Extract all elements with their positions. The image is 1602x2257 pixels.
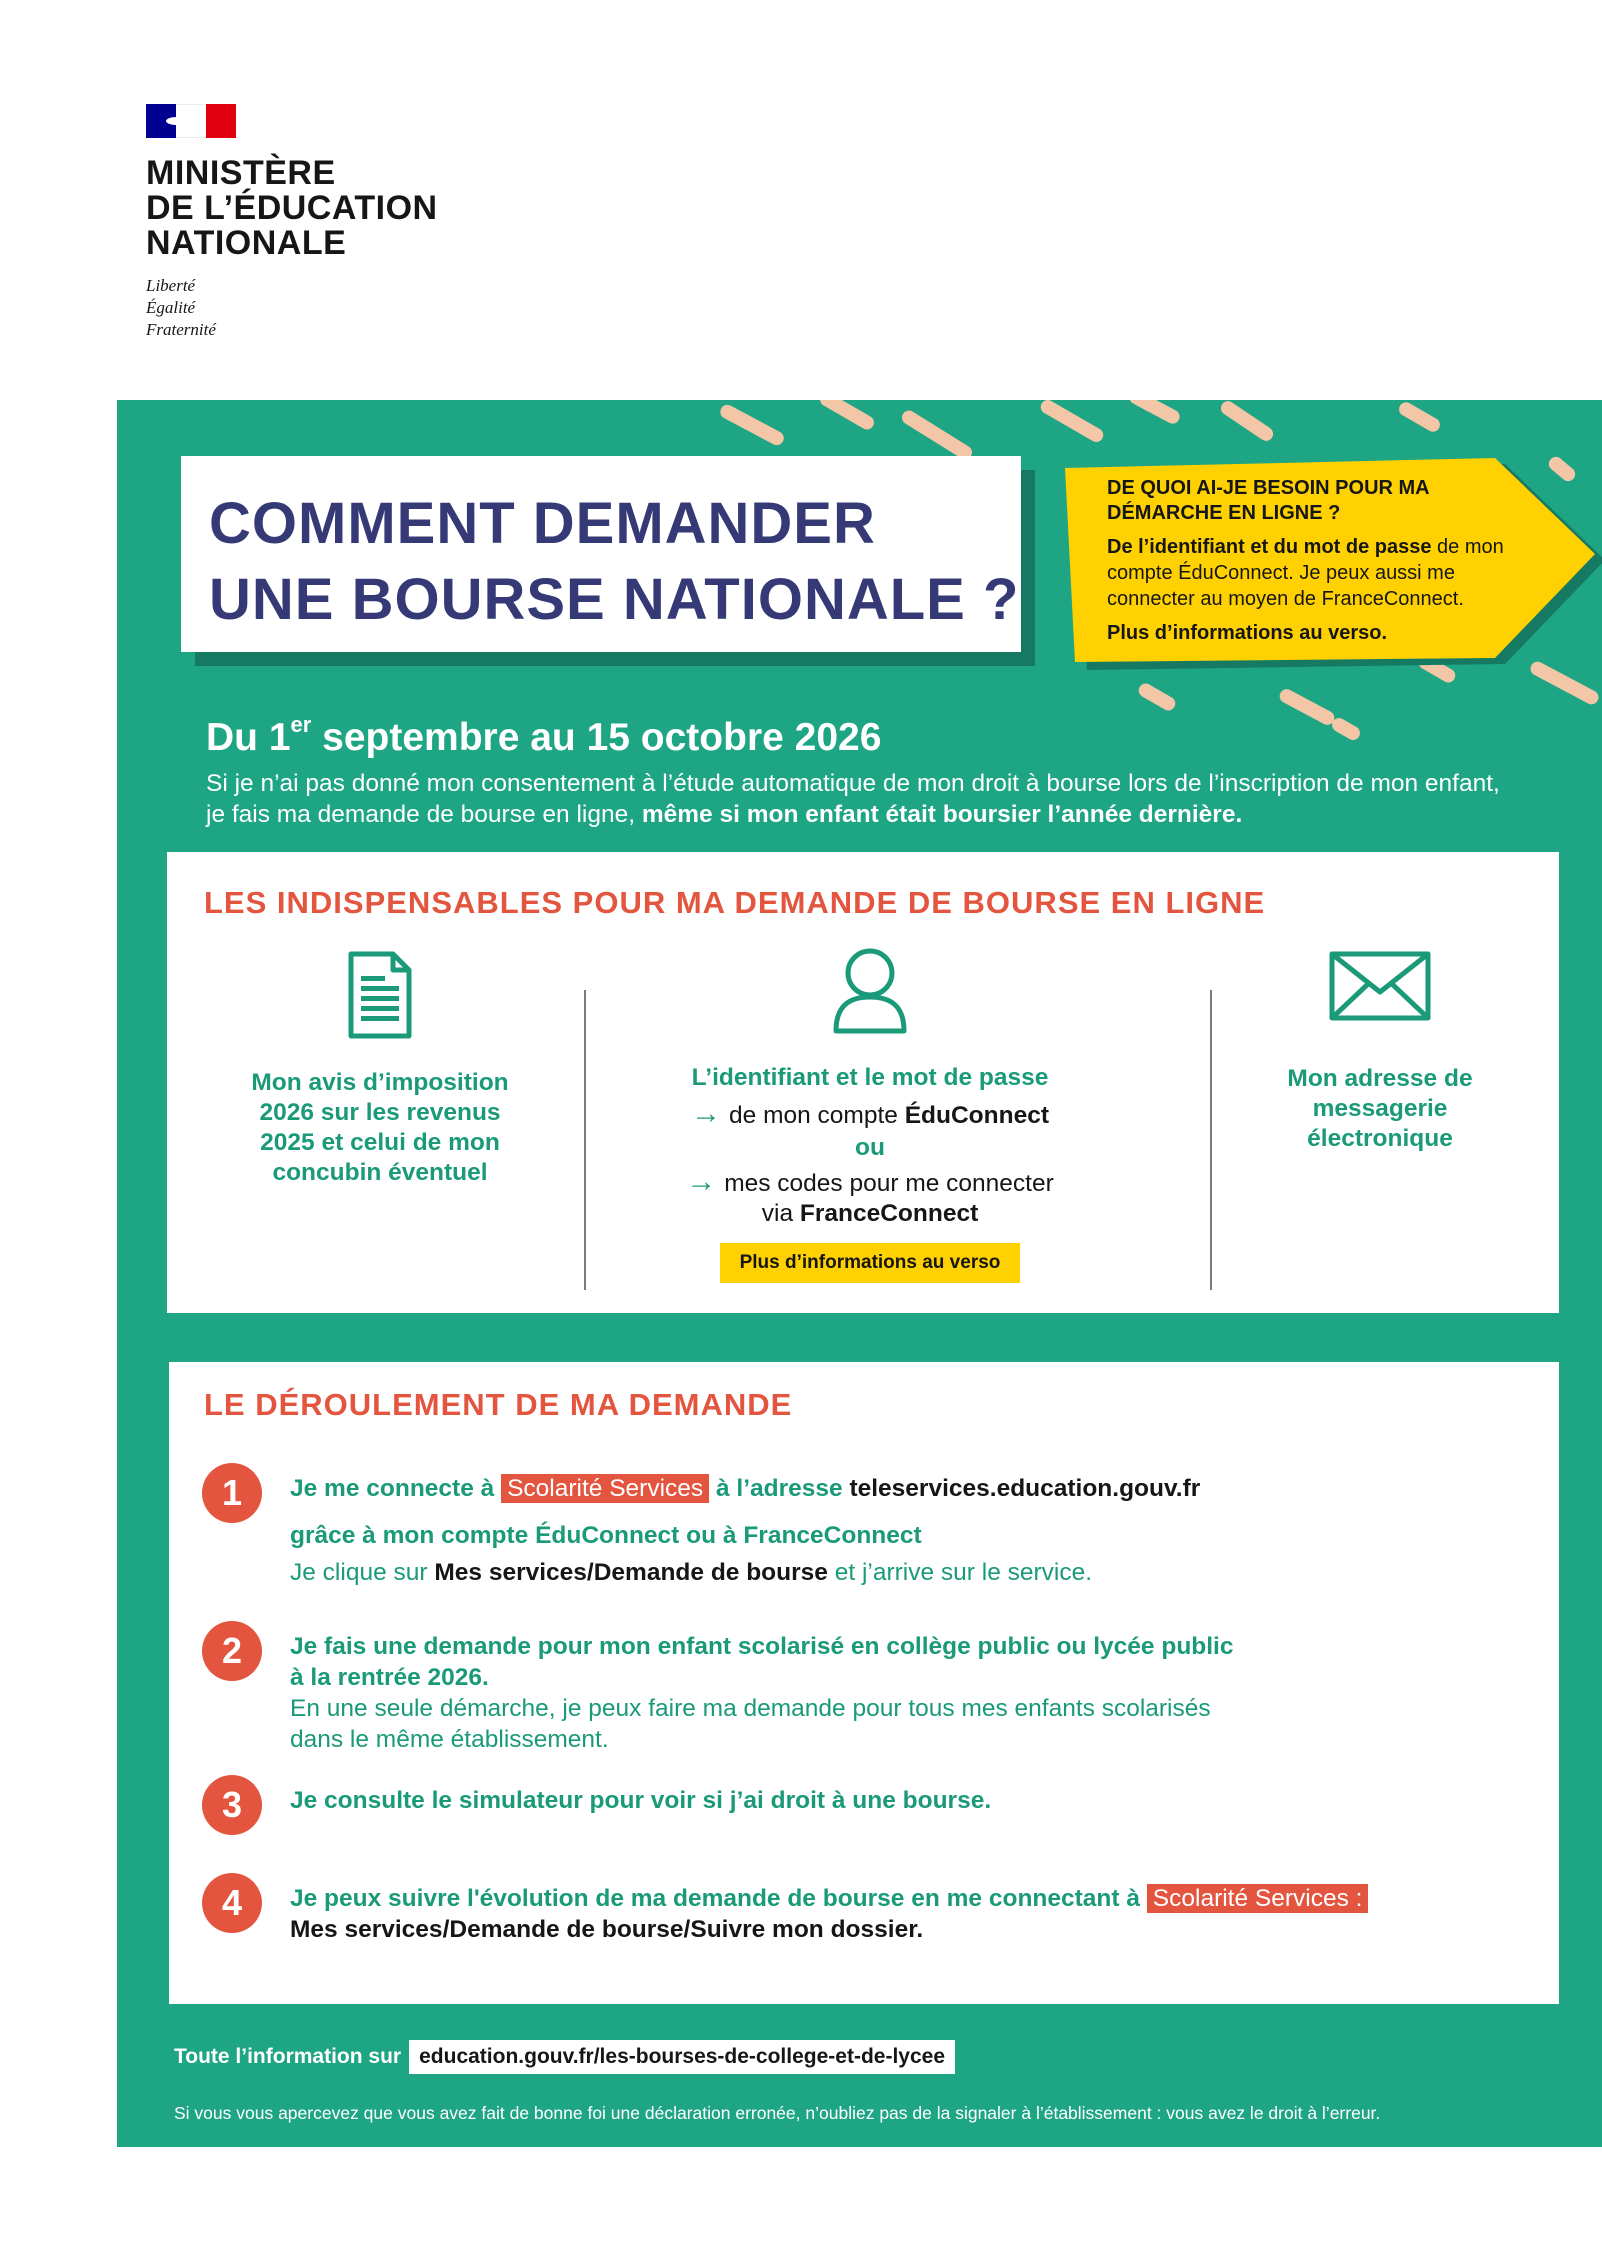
essential-email-text: Mon adresse de messagerie électronique xyxy=(1287,1065,1473,1152)
step-text: Je clique sur xyxy=(290,1559,435,1586)
step-text: Je consulte le simulateur pour voir si j’ai droit à une bourse. xyxy=(290,1787,992,1814)
decorative-dash xyxy=(1038,400,1106,445)
decorative-dash xyxy=(718,402,786,447)
column-divider xyxy=(1210,990,1212,1290)
step-text: à la rentrée 2026. xyxy=(290,1664,489,1691)
step-body xyxy=(290,1473,1490,1588)
essential-email xyxy=(1260,950,1500,1154)
callout-more-info: Plus d’informations au verso. xyxy=(1107,622,1388,644)
motto-line: Égalité xyxy=(146,298,196,317)
decorative-dash xyxy=(1136,681,1178,713)
decorative-dash xyxy=(1277,687,1337,728)
process-title: LE DÉROULEMENT DE MA DEMANDE xyxy=(204,1387,793,1422)
essentials-card xyxy=(170,855,1556,1310)
step-number: 3 xyxy=(202,1775,262,1835)
essential-credentials xyxy=(610,945,1130,1283)
step-bold: Mes services/Demande de bourse/Suivre mon dossier. xyxy=(290,1916,924,1943)
credentials-option-franceconnect xyxy=(610,1167,1130,1199)
republic-motto xyxy=(146,275,438,341)
intro-bold: même si mon enfant était boursier l’année dernière. xyxy=(641,801,1243,828)
process-card xyxy=(172,1365,1556,2001)
callout-text xyxy=(1107,476,1547,646)
teleservices-url: teleservices.education.gouv.fr xyxy=(849,1475,1201,1502)
essential-tax-notice xyxy=(230,950,530,1188)
decorative-dash xyxy=(1218,400,1276,444)
credentials-option-franceconnect-via xyxy=(610,1199,1130,1229)
step-body xyxy=(290,1785,1490,1816)
scolarite-services-tag: Scolarité Services xyxy=(501,1474,709,1503)
step-text: Je peux suivre l'évolution de ma demande de bourse en me connectant à xyxy=(290,1885,1147,1912)
step-text: à l’adresse xyxy=(709,1475,850,1502)
footer-link[interactable]: education.gouv.fr/les-bourses-de-college-et-de-lycee xyxy=(409,2040,955,2074)
title-line: UNE BOURSE NATIONALE ? xyxy=(209,567,1020,632)
decorative-dash xyxy=(1127,400,1182,426)
step-number: 4 xyxy=(202,1873,262,1933)
motto-line: Fraternité xyxy=(146,320,216,339)
arrow-right-icon: → xyxy=(691,1097,722,1130)
step-body xyxy=(290,1883,1490,1945)
requirements-callout xyxy=(1065,458,1602,674)
document-icon xyxy=(345,950,415,1040)
callout-question: DE QUOI AI-JE BESOIN POUR MA DÉMARCHE EN LIGNE ? xyxy=(1107,477,1429,524)
ministry-logo xyxy=(146,104,438,341)
scolarite-services-tag: Scolarité Services : xyxy=(1147,1884,1369,1913)
credentials-or: ou xyxy=(855,1134,885,1161)
option-bold: ÉduConnect xyxy=(904,1102,1049,1129)
callout-answer-bold: De l’identifiant et du mot de passe xyxy=(1107,536,1432,558)
step-text: Je fais une demande pour mon enfant scolarisé en collège public ou lycée public xyxy=(290,1633,1234,1660)
page-title xyxy=(209,486,1019,638)
column-divider xyxy=(584,990,586,1290)
option-text: mes codes pour me connecter xyxy=(724,1170,1054,1197)
step-text: et j’arrive sur le service. xyxy=(827,1559,1093,1586)
essential-tax-notice-text: Mon avis d’imposition 2026 sur les revenus 2025 et celui de mon concubin éventuel xyxy=(251,1069,509,1186)
dates-suffix: septembre au 15 octobre 2026 xyxy=(311,716,882,759)
arrow-right-icon: → xyxy=(686,1165,717,1198)
footer-info xyxy=(174,2040,955,2074)
step-body xyxy=(290,1631,1490,1755)
ministry-line: DE L’ÉDUCATION xyxy=(146,189,438,227)
ministry-line: MINISTÈRE xyxy=(146,154,336,192)
option-via: via xyxy=(761,1200,800,1227)
step-text: En une seule démarche, je peux faire ma demande pour tous mes enfants scolarisés xyxy=(290,1695,1211,1722)
step-text: dans le même établissement. xyxy=(290,1726,609,1753)
ministry-line: NATIONALE xyxy=(146,224,347,262)
credentials-heading: L’identifiant et le mot de passe xyxy=(691,1064,1049,1091)
decorative-dash xyxy=(818,400,877,432)
step-text: Je me connecte à xyxy=(290,1475,502,1502)
step-text: grâce à mon compte ÉduConnect ou à FranceConnect xyxy=(290,1522,922,1549)
option-text: de mon compte xyxy=(729,1102,905,1129)
dates-sup: er xyxy=(290,712,312,737)
more-info-pill: Plus d’informations au verso xyxy=(720,1243,1021,1283)
poster-panel xyxy=(117,400,1602,2147)
marianne-flag-icon xyxy=(146,104,236,138)
step-number: 1 xyxy=(202,1463,262,1523)
user-icon xyxy=(830,945,910,1035)
campaign-dates xyxy=(206,712,881,760)
callout-answer xyxy=(1107,534,1547,612)
step-number: 2 xyxy=(202,1621,262,1681)
title-card xyxy=(181,456,1021,652)
option-bold: FranceConnect xyxy=(799,1200,979,1227)
intro-text: Si je n’ai pas donné mon consentement à l’étude automatique de mon droit à bourse lors de l’inscription de mon enfant, je fais ma demande de bourse en ligne, xyxy=(206,770,1500,828)
essentials-title: LES INDISPENSABLES POUR MA DEMANDE DE BOURSE EN LIGNE xyxy=(204,885,1266,920)
decorative-dash xyxy=(1330,715,1363,742)
footer-disclaimer: Si vous vous apercevez que vous avez fait de bonne foi une déclaration erronée, n’oubliez pas de la signaler à l’établissement : vous avez le droit à l’erreur. xyxy=(174,2103,1381,2123)
dates-prefix: Du 1 xyxy=(206,716,291,759)
motto-line: Liberté xyxy=(146,276,196,295)
envelope-icon xyxy=(1328,950,1432,1022)
title-line: COMMENT DEMANDER xyxy=(209,491,876,556)
credentials-option-educonnect xyxy=(610,1099,1130,1131)
intro-paragraph xyxy=(206,768,1506,830)
callout-answer-rest: de mon compte ÉduConnect. Je peux aussi me connecter au moyen de FranceConnect. xyxy=(1107,536,1504,610)
step-bold: Mes services/Demande de bourse xyxy=(434,1559,828,1586)
decorative-dash xyxy=(1397,400,1443,434)
footer-label: Toute l’information sur xyxy=(174,2045,402,2068)
decorative-dash xyxy=(899,408,974,462)
ministry-name xyxy=(146,156,438,261)
